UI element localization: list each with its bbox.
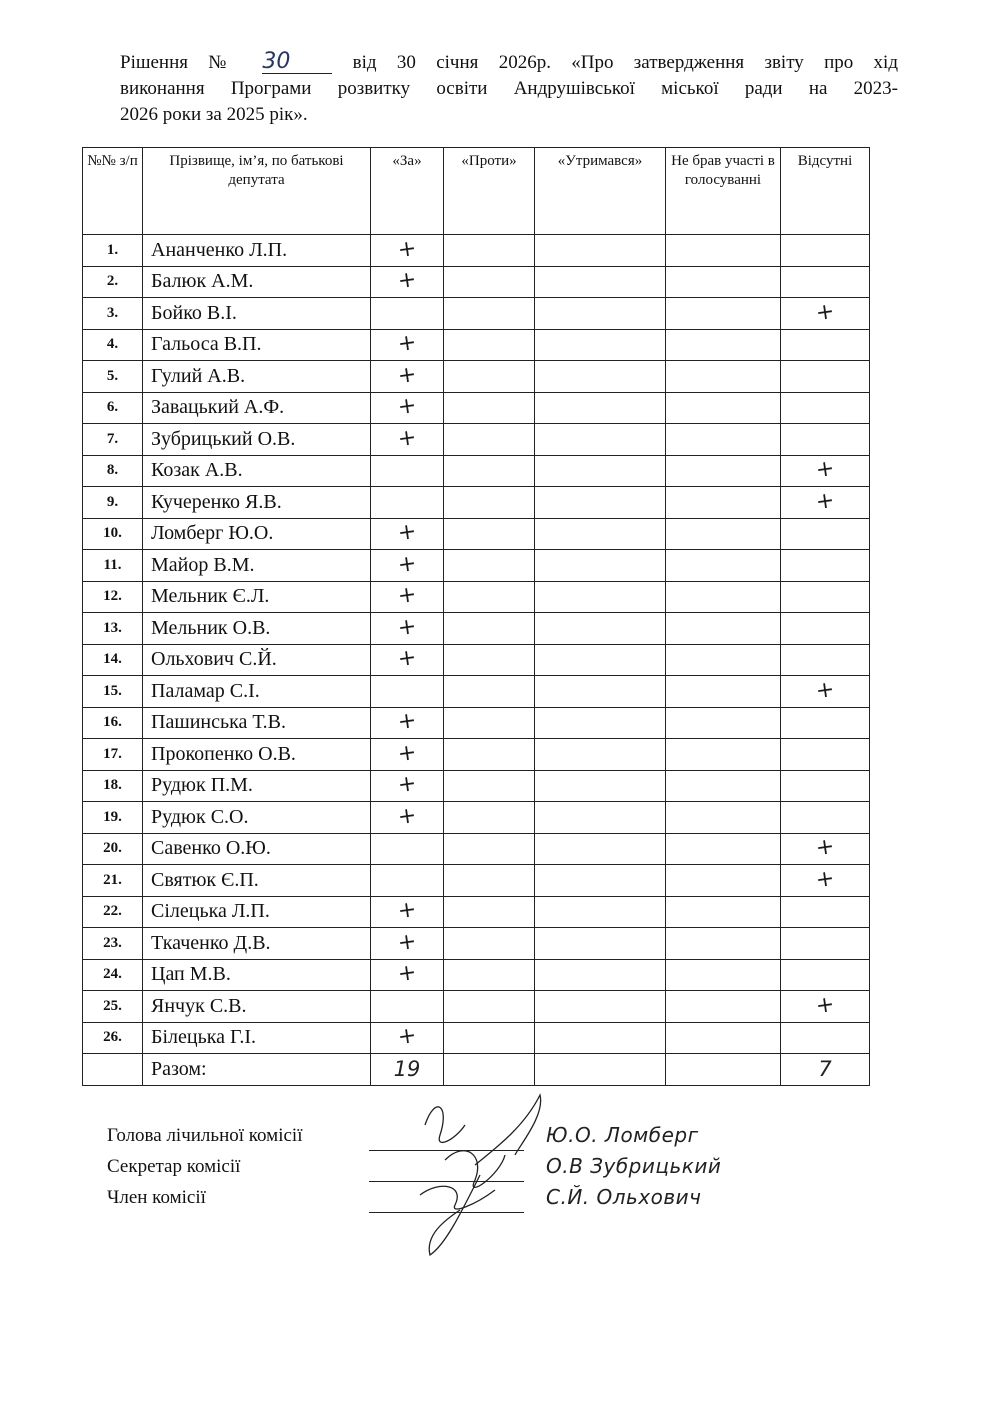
cell-for (371, 487, 444, 519)
vote-mark: + (396, 739, 418, 767)
signature-line (369, 1132, 524, 1151)
deputy-name: Мельник Є.Л. (143, 581, 371, 613)
vote-mark: + (396, 928, 418, 956)
cell-for (371, 802, 444, 834)
total-label: Разом: (143, 1054, 371, 1086)
cell-abstain (535, 896, 666, 928)
signature-line (369, 1163, 524, 1182)
deputy-name: Білецька Г.І. (143, 1022, 371, 1054)
row-number: 18. (83, 770, 143, 802)
vote-mark: + (814, 865, 836, 893)
cell-did-not-vote (666, 833, 781, 865)
table-row (83, 392, 870, 424)
cell-absent (781, 928, 870, 960)
total-empty-cell (83, 1054, 143, 1086)
deputy-name: Пашинська Т.В. (143, 707, 371, 739)
cell-absent (781, 298, 870, 330)
cell-absent (781, 266, 870, 298)
cell-against (444, 865, 535, 897)
title-line-1 (120, 50, 898, 76)
cell-against (444, 644, 535, 676)
cell-for (371, 676, 444, 708)
vote-mark: + (396, 645, 418, 673)
vote-mark: + (396, 330, 418, 358)
cell-absent (781, 1022, 870, 1054)
cell-did-not-vote (666, 518, 781, 550)
vote-mark: + (396, 1023, 418, 1051)
row-number: 12. (83, 581, 143, 613)
cell-abstain (535, 928, 666, 960)
row-number: 13. (83, 613, 143, 645)
cell-did-not-vote (666, 991, 781, 1023)
table-header-row (83, 148, 870, 235)
vote-mark: + (396, 960, 418, 988)
deputy-name: Майор В.М. (143, 550, 371, 582)
title-line-2: виконання Програми розвитку освіти Андрушівської міської ради на 2023- (120, 78, 898, 99)
cell-abstain (535, 455, 666, 487)
deputy-name: Рудюк С.О. (143, 802, 371, 834)
cell-absent (781, 802, 870, 834)
total-against-cell (444, 1054, 535, 1086)
cell-against (444, 455, 535, 487)
cell-against (444, 613, 535, 645)
total-abstain-cell (535, 1054, 666, 1086)
cell-abstain (535, 707, 666, 739)
cell-did-not-vote (666, 928, 781, 960)
row-number: 20. (83, 833, 143, 865)
column-header-absent: Відсутні (781, 148, 870, 235)
row-number: 22. (83, 896, 143, 928)
row-number: 2. (83, 266, 143, 298)
table-row (83, 770, 870, 802)
row-number: 26. (83, 1022, 143, 1054)
vote-mark: + (396, 613, 418, 641)
cell-did-not-vote (666, 455, 781, 487)
row-number: 15. (83, 676, 143, 708)
deputy-name: Святюк Є.П. (143, 865, 371, 897)
cell-absent (781, 329, 870, 361)
cell-against (444, 329, 535, 361)
cell-for (371, 298, 444, 330)
cell-absent (781, 896, 870, 928)
deputy-name: Ткаченко Д.В. (143, 928, 371, 960)
vote-mark: + (814, 456, 836, 484)
cell-abstain (535, 518, 666, 550)
table-row (83, 581, 870, 613)
row-number: 25. (83, 991, 143, 1023)
signature-line (369, 1194, 524, 1213)
cell-for (371, 455, 444, 487)
deputy-name: Мельник О.В. (143, 613, 371, 645)
cell-against (444, 928, 535, 960)
column-header-abstain: «Утримався» (535, 148, 666, 235)
cell-against (444, 991, 535, 1023)
table-row (83, 676, 870, 708)
cell-for (371, 329, 444, 361)
cell-did-not-vote (666, 329, 781, 361)
decision-title (120, 50, 898, 128)
cell-for (371, 361, 444, 393)
cell-did-not-vote (666, 644, 781, 676)
cell-abstain (535, 550, 666, 582)
cell-abstain (535, 865, 666, 897)
cell-against (444, 392, 535, 424)
deputy-name: Бойко В.І. (143, 298, 371, 330)
cell-for (371, 518, 444, 550)
commission-signatures (107, 1120, 721, 1213)
cell-abstain (535, 581, 666, 613)
cell-did-not-vote (666, 392, 781, 424)
role-secretary: Секретар комісії (107, 1156, 241, 1177)
cell-for (371, 865, 444, 897)
vote-mark: + (814, 298, 836, 326)
table-row (83, 266, 870, 298)
row-number: 7. (83, 424, 143, 456)
cell-for (371, 613, 444, 645)
table-row (83, 298, 870, 330)
table-row (83, 644, 870, 676)
deputy-name: Паламар С.І. (143, 676, 371, 708)
cell-for (371, 739, 444, 771)
cell-for (371, 707, 444, 739)
cell-abstain (535, 329, 666, 361)
cell-absent (781, 770, 870, 802)
cell-abstain (535, 739, 666, 771)
row-number: 9. (83, 487, 143, 519)
cell-for (371, 266, 444, 298)
cell-for (371, 581, 444, 613)
cell-absent (781, 644, 870, 676)
cell-absent (781, 487, 870, 519)
cell-abstain (535, 487, 666, 519)
table-row (83, 707, 870, 739)
cell-did-not-vote (666, 266, 781, 298)
total-absent-value: 7 (818, 1057, 832, 1082)
vote-mark: + (814, 991, 836, 1019)
row-number: 14. (83, 644, 143, 676)
cell-did-not-vote (666, 896, 781, 928)
cell-did-not-vote (666, 361, 781, 393)
table-row (83, 550, 870, 582)
table-row (83, 518, 870, 550)
deputy-name: Рудюк П.М. (143, 770, 371, 802)
cell-for (371, 959, 444, 991)
deputy-name: Гальоса В.П. (143, 329, 371, 361)
row-number: 16. (83, 707, 143, 739)
row-number: 23. (83, 928, 143, 960)
cell-against (444, 518, 535, 550)
cell-against (444, 896, 535, 928)
cell-abstain (535, 959, 666, 991)
cell-absent (781, 518, 870, 550)
deputy-name: Балюк А.М. (143, 266, 371, 298)
table-row (83, 896, 870, 928)
cell-against (444, 235, 535, 267)
deputy-name: Савенко О.Ю. (143, 833, 371, 865)
cell-abstain (535, 266, 666, 298)
row-number: 1. (83, 235, 143, 267)
deputy-name: Козак А.В. (143, 455, 371, 487)
column-header-against: «Проти» (444, 148, 535, 235)
table-row (83, 991, 870, 1023)
cell-did-not-vote (666, 235, 781, 267)
cell-against (444, 1022, 535, 1054)
vote-mark: + (396, 235, 418, 263)
column-header-for: «За» (371, 148, 444, 235)
cell-against (444, 959, 535, 991)
cell-absent (781, 424, 870, 456)
vote-mark: + (396, 897, 418, 925)
cell-did-not-vote (666, 1022, 781, 1054)
cell-did-not-vote (666, 613, 781, 645)
cell-for (371, 1022, 444, 1054)
cell-did-not-vote (666, 739, 781, 771)
table-row (83, 613, 870, 645)
deputy-name: Сілецька Л.П. (143, 896, 371, 928)
cell-for (371, 896, 444, 928)
decision-number: 30 (262, 52, 332, 72)
cell-did-not-vote (666, 770, 781, 802)
deputy-name: Завацький А.Ф. (143, 392, 371, 424)
cell-absent (781, 833, 870, 865)
cell-absent (781, 550, 870, 582)
cell-abstain (535, 644, 666, 676)
cell-against (444, 707, 535, 739)
cell-for (371, 770, 444, 802)
column-header-did-not-vote: Не брав участі в голосуванні (666, 148, 781, 235)
cell-did-not-vote (666, 424, 781, 456)
table-body (83, 235, 870, 1054)
cell-did-not-vote (666, 959, 781, 991)
vote-mark: + (396, 361, 418, 389)
cell-abstain (535, 235, 666, 267)
deputy-name: Прокопенко О.В. (143, 739, 371, 771)
row-number: 17. (83, 739, 143, 771)
cell-abstain (535, 298, 666, 330)
row-number: 24. (83, 959, 143, 991)
decision-prefix: Рішення № (120, 52, 242, 73)
vote-mark: + (396, 519, 418, 547)
cell-abstain (535, 613, 666, 645)
signature-row-secretary (107, 1151, 721, 1182)
cell-did-not-vote (666, 707, 781, 739)
cell-against (444, 581, 535, 613)
vote-mark: + (396, 550, 418, 578)
table-row (83, 329, 870, 361)
cell-abstain (535, 991, 666, 1023)
cell-absent (781, 676, 870, 708)
deputy-name: Гулий А.В. (143, 361, 371, 393)
table-row (83, 865, 870, 897)
vote-mark: + (396, 424, 418, 452)
vote-mark: + (814, 834, 836, 862)
vote-mark: + (814, 487, 836, 515)
role-member: Член комісії (107, 1187, 206, 1208)
deputy-name: Ольхович С.Й. (143, 644, 371, 676)
cell-for (371, 392, 444, 424)
voting-table (82, 147, 870, 1086)
row-number: 3. (83, 298, 143, 330)
title-line-3: 2026 роки за 2025 рік». (120, 104, 308, 125)
total-row (83, 1054, 870, 1086)
name-member: С.Й. Ольхович (546, 1185, 702, 1209)
cell-against (444, 298, 535, 330)
cell-abstain (535, 770, 666, 802)
role-chair: Голова лічильної комісії (107, 1125, 303, 1146)
cell-for (371, 991, 444, 1023)
cell-against (444, 770, 535, 802)
total-for-cell (371, 1054, 444, 1086)
cell-absent (781, 581, 870, 613)
table-row (83, 361, 870, 393)
name-chair: Ю.О. Ломберг (546, 1123, 699, 1147)
cell-for (371, 424, 444, 456)
deputy-name: Ананченко Л.П. (143, 235, 371, 267)
cell-for (371, 550, 444, 582)
row-number: 4. (83, 329, 143, 361)
cell-against (444, 361, 535, 393)
cell-absent (781, 613, 870, 645)
vote-mark: + (396, 708, 418, 736)
cell-did-not-vote (666, 550, 781, 582)
table-row (83, 928, 870, 960)
deputy-name: Янчук С.В. (143, 991, 371, 1023)
total-did-not-vote-cell (666, 1054, 781, 1086)
cell-against (444, 676, 535, 708)
vote-mark: + (396, 771, 418, 799)
cell-against (444, 739, 535, 771)
cell-absent (781, 392, 870, 424)
cell-abstain (535, 1022, 666, 1054)
cell-abstain (535, 676, 666, 708)
table-row (83, 455, 870, 487)
vote-mark: + (396, 802, 418, 830)
table-row (83, 802, 870, 834)
cell-did-not-vote (666, 487, 781, 519)
cell-for (371, 644, 444, 676)
row-number: 5. (83, 361, 143, 393)
row-number: 10. (83, 518, 143, 550)
table-row (83, 959, 870, 991)
table-row (83, 487, 870, 519)
name-secretary: О.В Зубрицький (546, 1154, 722, 1178)
column-header-name: Прізвище, ім’я, по батькові депутата (143, 148, 371, 235)
table-row (83, 1022, 870, 1054)
cell-abstain (535, 802, 666, 834)
cell-absent (781, 455, 870, 487)
cell-absent (781, 739, 870, 771)
deputy-name: Кучеренко Я.В. (143, 487, 371, 519)
cell-against (444, 550, 535, 582)
cell-did-not-vote (666, 676, 781, 708)
cell-abstain (535, 392, 666, 424)
cell-for (371, 928, 444, 960)
cell-against (444, 266, 535, 298)
deputy-name: Цап М.В. (143, 959, 371, 991)
cell-against (444, 802, 535, 834)
row-number: 21. (83, 865, 143, 897)
signature-row-member (107, 1182, 721, 1213)
column-header-number: №№ з/п (83, 148, 143, 235)
vote-mark: + (396, 582, 418, 610)
table-row (83, 833, 870, 865)
deputy-name: Зубрицький О.В. (143, 424, 371, 456)
total-for-value: 19 (393, 1057, 421, 1082)
signature-row-chair (107, 1120, 721, 1151)
cell-against (444, 833, 535, 865)
cell-against (444, 424, 535, 456)
cell-abstain (535, 833, 666, 865)
cell-absent (781, 959, 870, 991)
cell-absent (781, 361, 870, 393)
row-number: 11. (83, 550, 143, 582)
total-absent-cell (781, 1054, 870, 1086)
cell-did-not-vote (666, 865, 781, 897)
cell-did-not-vote (666, 802, 781, 834)
cell-for (371, 235, 444, 267)
cell-did-not-vote (666, 581, 781, 613)
deputy-name: Ломберг Ю.О. (143, 518, 371, 550)
table-row (83, 739, 870, 771)
row-number: 6. (83, 392, 143, 424)
cell-for (371, 833, 444, 865)
cell-absent (781, 865, 870, 897)
table-row (83, 235, 870, 267)
cell-did-not-vote (666, 298, 781, 330)
table-row (83, 424, 870, 456)
row-number: 8. (83, 455, 143, 487)
title-line-1-rest: від 30 січня 2026р. «Про затвердження звіту про хід (352, 52, 899, 73)
cell-abstain (535, 361, 666, 393)
vote-mark: + (396, 267, 418, 295)
vote-mark: + (814, 676, 836, 704)
cell-abstain (535, 424, 666, 456)
vote-mark: + (396, 393, 418, 421)
cell-absent (781, 707, 870, 739)
row-number: 19. (83, 802, 143, 834)
cell-absent (781, 991, 870, 1023)
cell-against (444, 487, 535, 519)
cell-absent (781, 235, 870, 267)
